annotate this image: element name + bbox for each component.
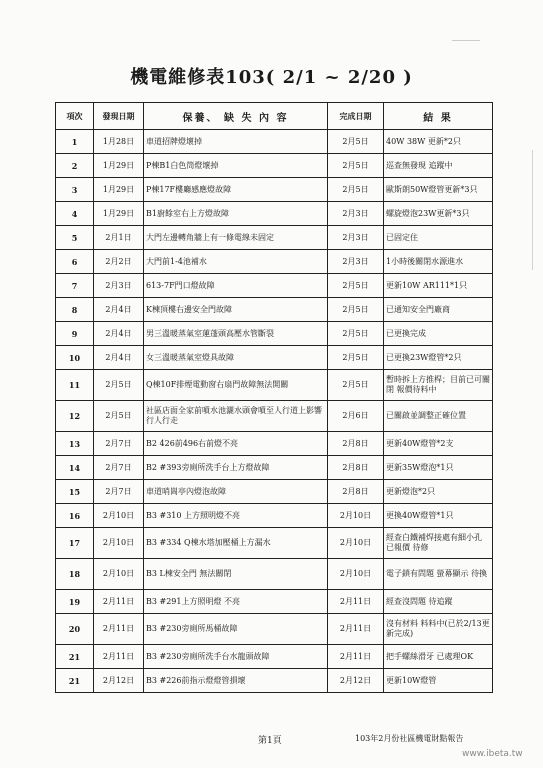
table-row <box>56 178 493 202</box>
cell-result: 把手螺絲滑牙 已處理OK <box>384 645 493 669</box>
cell-done-date: 2月3日 <box>328 202 384 226</box>
cell-no: 14 <box>56 456 94 480</box>
cell-done-date: 2月10日 <box>328 504 384 528</box>
cell-done-date: 2月5日 <box>328 370 384 401</box>
cell-result: 經查白鐵補焊接處有細小孔 已報價 待修 <box>384 528 493 559</box>
table-row <box>56 480 493 504</box>
cell-done-date: 2月5日 <box>328 298 384 322</box>
cell-description: B3 #226前指示燈燈管損壞 <box>144 669 328 693</box>
cell-report-date: 2月11日 <box>94 614 144 645</box>
cell-description: K棟頂樓右邊安全門故障 <box>144 298 328 322</box>
cell-result: 更新燈泡*2只 <box>384 480 493 504</box>
cell-result: 電子鎖有問題 螢幕顯示 待換 <box>384 559 493 590</box>
cell-description: 大門左邊轉角牆上有一條電線未固定 <box>144 226 328 250</box>
cell-done-date: 2月5日 <box>328 178 384 202</box>
cell-done-date: 2月10日 <box>328 559 384 590</box>
cell-report-date: 2月2日 <box>94 250 144 274</box>
cell-report-date: 2月4日 <box>94 346 144 370</box>
col-header-done-date: 完成日期 <box>328 103 384 130</box>
cell-no: 19 <box>56 590 94 614</box>
cell-result: 1小時後關閉水源進水 <box>384 250 493 274</box>
table-row <box>56 346 493 370</box>
table-row <box>56 274 493 298</box>
cell-no: 11 <box>56 370 94 401</box>
cell-description: B3 L棟安全門 無法關閉 <box>144 559 328 590</box>
cell-result: 沒有材料 料料中(已於2/13更新完成) <box>384 614 493 645</box>
cell-done-date: 2月5日 <box>328 154 384 178</box>
cell-done-date: 2月8日 <box>328 432 384 456</box>
table-row <box>56 370 493 401</box>
table-row <box>56 401 493 432</box>
cell-no: 1 <box>56 130 94 154</box>
cell-report-date: 2月7日 <box>94 432 144 456</box>
col-header-no: 項次 <box>56 103 94 130</box>
cell-no: 6 <box>56 250 94 274</box>
cell-no: 12 <box>56 401 94 432</box>
cell-done-date: 2月11日 <box>328 590 384 614</box>
cell-report-date: 2月11日 <box>94 590 144 614</box>
watermark: www.ibeta.tw <box>462 749 523 759</box>
cell-result: 已更換完成 <box>384 322 493 346</box>
cell-description: 大門前1-4池補水 <box>144 250 328 274</box>
table-row <box>56 130 493 154</box>
cell-no: 16 <box>56 504 94 528</box>
cell-report-date: 2月7日 <box>94 456 144 480</box>
maintenance-table <box>55 102 493 693</box>
cell-result: 已更換23W燈管*2只 <box>384 346 493 370</box>
table-row <box>56 456 493 480</box>
table-row <box>56 322 493 346</box>
cell-report-date: 2月10日 <box>94 504 144 528</box>
table-row <box>56 669 493 693</box>
cell-report-date: 1月28日 <box>94 130 144 154</box>
cell-description: 社區店面全家前噴水池灑水頭會噴至人行道上影響行人行走 <box>144 401 328 432</box>
cell-description: B3 #230旁廁所洗手台水龍頭故障 <box>144 645 328 669</box>
cell-done-date: 2月3日 <box>328 250 384 274</box>
report-name: 103年2月份社區機電財點報告 <box>355 734 464 743</box>
cell-report-date: 2月7日 <box>94 480 144 504</box>
cell-description: P棟B1白色筒燈壞掉 <box>144 154 328 178</box>
table-body <box>56 130 493 693</box>
cell-report-date: 2月10日 <box>94 559 144 590</box>
cell-result: 螺旋燈泡23W更新*3只 <box>384 202 493 226</box>
cell-report-date: 1月29日 <box>94 178 144 202</box>
cell-result: 40W 38W 更新*2只 <box>384 130 493 154</box>
cell-no: 7 <box>56 274 94 298</box>
cell-description: 男三溫暖蒸氣室蓮蓬頭高壓水管斷裂 <box>144 322 328 346</box>
cell-description: B3 #291上方照明燈 不亮 <box>144 590 328 614</box>
cell-no: 20 <box>56 614 94 645</box>
page-number: 第1頁 <box>258 736 282 746</box>
cell-done-date: 2月6日 <box>328 401 384 432</box>
table-row <box>56 298 493 322</box>
cell-done-date: 2月5日 <box>328 274 384 298</box>
cell-done-date: 2月10日 <box>328 528 384 559</box>
cell-report-date: 2月1日 <box>94 226 144 250</box>
cell-description: 車道哨崗亭內燈泡故障 <box>144 480 328 504</box>
cell-description: 車道招牌燈壞掉 <box>144 130 328 154</box>
cell-report-date: 2月3日 <box>94 274 144 298</box>
table-header-row <box>56 103 493 130</box>
cell-result: 已關啟並調整正確位置 <box>384 401 493 432</box>
cell-no: 3 <box>56 178 94 202</box>
cell-result: 更新35W燈泡*1只 <box>384 456 493 480</box>
cell-description: B1廚餘室右上方燈故障 <box>144 202 328 226</box>
cell-no: 21 <box>56 669 94 693</box>
cell-no: 10 <box>56 346 94 370</box>
cell-description: B3 #310 上方照明燈不亮 <box>144 504 328 528</box>
table-row <box>56 154 493 178</box>
cell-report-date: 1月29日 <box>94 154 144 178</box>
cell-result: 更換40W燈管*1只 <box>384 504 493 528</box>
cell-description: 女三溫暖蒸氣室燈具故障 <box>144 346 328 370</box>
cell-done-date: 2月8日 <box>328 480 384 504</box>
cell-result: 更新10W AR111*1只 <box>384 274 493 298</box>
cell-done-date: 2月5日 <box>328 322 384 346</box>
cell-report-date: 2月5日 <box>94 401 144 432</box>
cell-report-date: 2月4日 <box>94 322 144 346</box>
cell-no: 9 <box>56 322 94 346</box>
cell-description: Q棟10F排煙電動窗右扇門故障無法開關 <box>144 370 328 401</box>
cell-description: B2 426前496右前燈不亮 <box>144 432 328 456</box>
table-row <box>56 202 493 226</box>
cell-result: 歐斯朗50W燈管更新*3只 <box>384 178 493 202</box>
table-row <box>56 614 493 645</box>
col-header-description: 保養、 缺 失 內 容 <box>144 103 328 130</box>
cell-result: 暫時拆上方推桿；目前已可關閉 報價待料中 <box>384 370 493 401</box>
cell-report-date: 2月10日 <box>94 528 144 559</box>
cell-no: 21 <box>56 645 94 669</box>
cell-result: 更新10W燈管 <box>384 669 493 693</box>
scan-mark <box>452 40 480 45</box>
cell-result: 經查沒問題 待追蹤 <box>384 590 493 614</box>
cell-result: 巡查無發現 追蹤中 <box>384 154 493 178</box>
cell-report-date: 2月5日 <box>94 370 144 401</box>
cell-report-date: 1月29日 <box>94 202 144 226</box>
cell-report-date: 2月4日 <box>94 298 144 322</box>
table-row <box>56 528 493 559</box>
cell-done-date: 2月3日 <box>328 226 384 250</box>
table-row <box>56 226 493 250</box>
table-row <box>56 559 493 590</box>
cell-no: 5 <box>56 226 94 250</box>
cell-report-date: 2月11日 <box>94 645 144 669</box>
cell-description: B3 #334 Q棟水塔加壓桶上方漏水 <box>144 528 328 559</box>
cell-no: 13 <box>56 432 94 456</box>
cell-done-date: 2月11日 <box>328 645 384 669</box>
cell-no: 15 <box>56 480 94 504</box>
table-row <box>56 645 493 669</box>
cell-description: B3 #230旁廁所馬桶故障 <box>144 614 328 645</box>
cell-description: P棟17F樓廳感應燈故障 <box>144 178 328 202</box>
cell-no: 17 <box>56 528 94 559</box>
cell-description: B2 #393旁廁所洗手台上方燈故障 <box>144 456 328 480</box>
scan-edge-marks <box>532 150 541 270</box>
cell-done-date: 2月5日 <box>328 346 384 370</box>
col-header-result: 結 果 <box>384 103 493 130</box>
document-title: 機電維修表103( 2/1 ~ 2/20 ) <box>130 67 413 88</box>
cell-no: 2 <box>56 154 94 178</box>
cell-result: 更新40W燈管*2支 <box>384 432 493 456</box>
cell-done-date: 2月8日 <box>328 456 384 480</box>
table-row <box>56 590 493 614</box>
cell-done-date: 2月11日 <box>328 614 384 645</box>
table-row <box>56 250 493 274</box>
cell-report-date: 2月12日 <box>94 669 144 693</box>
cell-done-date: 2月12日 <box>328 669 384 693</box>
cell-done-date: 2月5日 <box>328 130 384 154</box>
cell-no: 8 <box>56 298 94 322</box>
cell-result: 已通知安全門廠商 <box>384 298 493 322</box>
table-row <box>56 504 493 528</box>
col-header-report-date: 發現日期 <box>94 103 144 130</box>
table-row <box>56 432 493 456</box>
cell-no: 4 <box>56 202 94 226</box>
cell-result: 已固定住 <box>384 226 493 250</box>
cell-description: 613-7F門口燈故障 <box>144 274 328 298</box>
cell-no: 18 <box>56 559 94 590</box>
